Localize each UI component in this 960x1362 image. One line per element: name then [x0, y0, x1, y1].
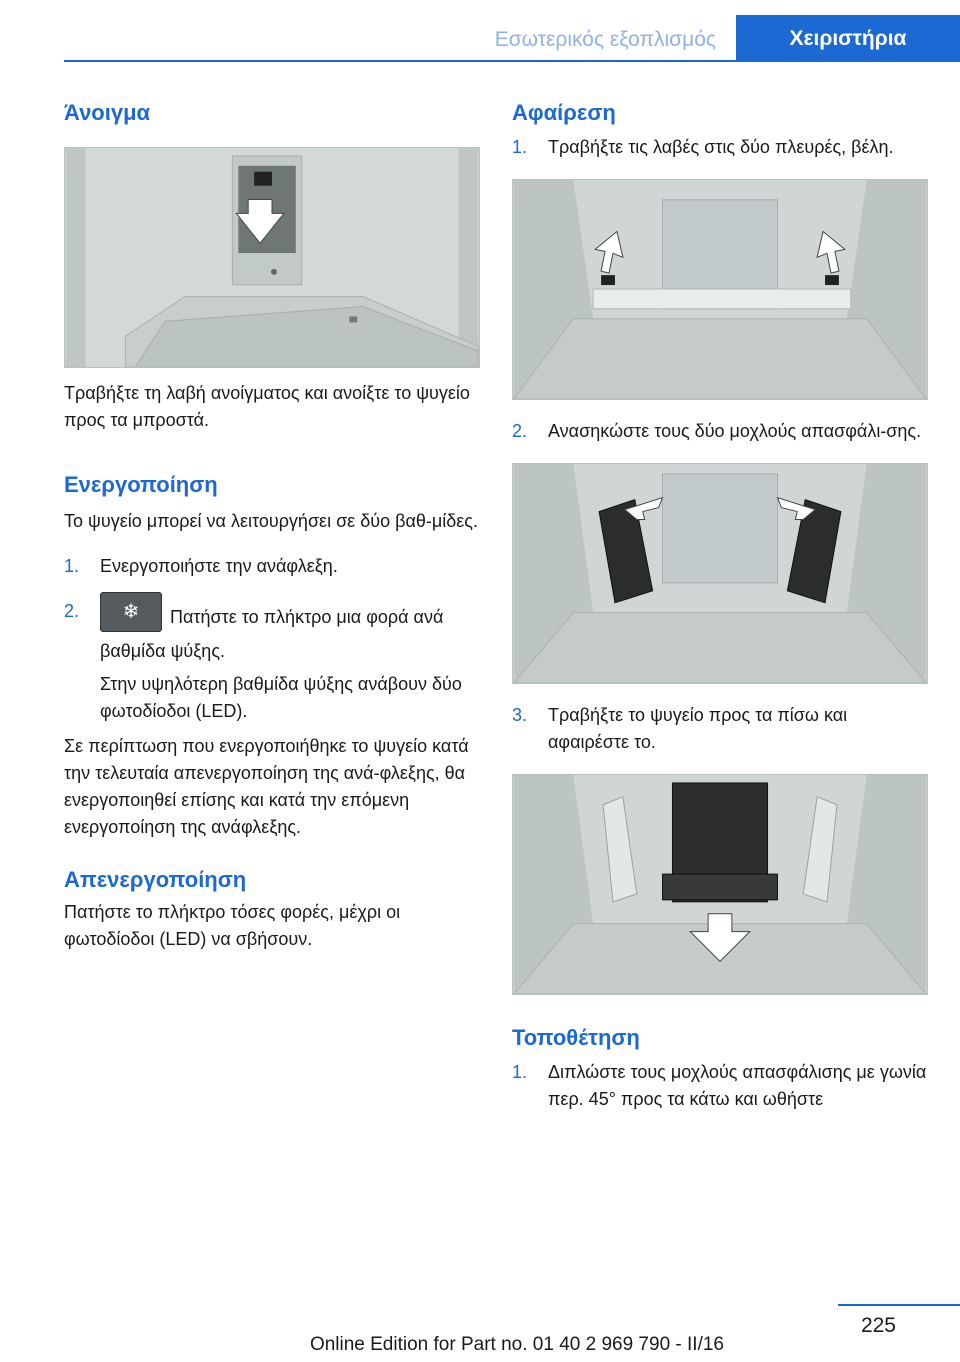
left-column	[64, 100, 480, 953]
cooler-opening-illustration	[65, 148, 479, 367]
section-tab[interactable]: Χειριστήρια	[736, 15, 960, 62]
activation-step-2	[64, 598, 480, 665]
step-number: 3.	[512, 705, 528, 725]
activation-title: Ενεργοποίηση	[64, 472, 218, 497]
step-number: 1.	[512, 1062, 528, 1082]
opening-figure	[64, 147, 480, 368]
removal-figure-2	[512, 463, 928, 684]
page-number: 225	[860, 1314, 896, 1337]
removal-step-1	[512, 134, 928, 161]
step-text: Πατήστε το πλήκτρο μια φορά ανά βαθμίδα ψύξης.	[100, 606, 444, 661]
removal-title: Αφαίρεση	[512, 100, 616, 125]
step-text: Ανασηκώστε τους δύο μοχλούς απασφάλι-σης.	[548, 421, 922, 441]
step-number: 1.	[512, 137, 528, 157]
breadcrumb[interactable]: Εσωτερικός εξοπλισμός	[494, 28, 716, 51]
activation-step-2-note: Στην υψηλότερη βαθμίδα ψύξης ανάβουν δύο φωτοδίοδοι (LED).	[100, 674, 462, 721]
step-number: 1.	[64, 556, 80, 576]
activation-note: Σε περίπτωση που ενεργοποιήθηκε το ψυγείο κατά την τελευταία απενεργοποίηση της ανά-φλεξης, θα ενεργοποιηθεί επίσης και κατά την επόμενη ενεργοποίηση της ανάφλεξης.	[64, 736, 469, 837]
deactivation-title: Απενεργοποίηση	[64, 867, 247, 892]
deactivation-text: Πατήστε το πλήκτρο τόσες φορές, μέχρι οι φωτοδίοδοι (LED) να σβήσουν.	[64, 902, 401, 949]
edition-text: Online Edition for Part no. 01 40 2 969 790 - II/16	[309, 1334, 724, 1355]
header-divider	[64, 60, 960, 62]
opening-title: Άνοιγμα	[64, 100, 151, 125]
activation-step-1	[64, 553, 480, 580]
handles-illustration	[513, 180, 927, 399]
step-number: 2.	[512, 421, 528, 441]
removal-step-2	[512, 418, 928, 445]
installation-title: Τοποθέτηση	[512, 1025, 640, 1050]
step-text: Ενεργοποιήστε την ανάφλεξη.	[100, 556, 338, 576]
step-text: Διπλώστε τους μοχλούς απασφάλισης με γωνία περ. 45° προς τα κάτω και ωθήστε	[548, 1062, 927, 1109]
release-levers-illustration	[513, 464, 927, 683]
right-column	[512, 100, 928, 1113]
snowflake-icon: ❄	[100, 592, 162, 632]
step-text: Τραβήξτε το ψυγείο προς τα πίσω και αφαιρέστε το.	[548, 705, 848, 752]
removal-step-3	[512, 702, 928, 756]
activation-intro: Το ψυγείο μπορεί να λειτουργήσει σε δύο βαθ-μίδες.	[64, 511, 478, 531]
footer-divider	[838, 1304, 960, 1306]
page-header	[0, 0, 960, 64]
opening-caption: Τραβήξτε τη λαβή ανοίγματος και ανοίξτε το ψυγείο προς τα μπροστά.	[64, 383, 470, 430]
step-number: 2.	[64, 601, 80, 621]
removal-figure-3	[512, 774, 928, 995]
cooler-removal-illustration	[513, 775, 927, 994]
removal-figure-1	[512, 179, 928, 400]
step-text: Τραβήξτε τις λαβές στις δύο πλευρές, βέλη.	[548, 137, 894, 157]
installation-step-1	[512, 1059, 928, 1113]
